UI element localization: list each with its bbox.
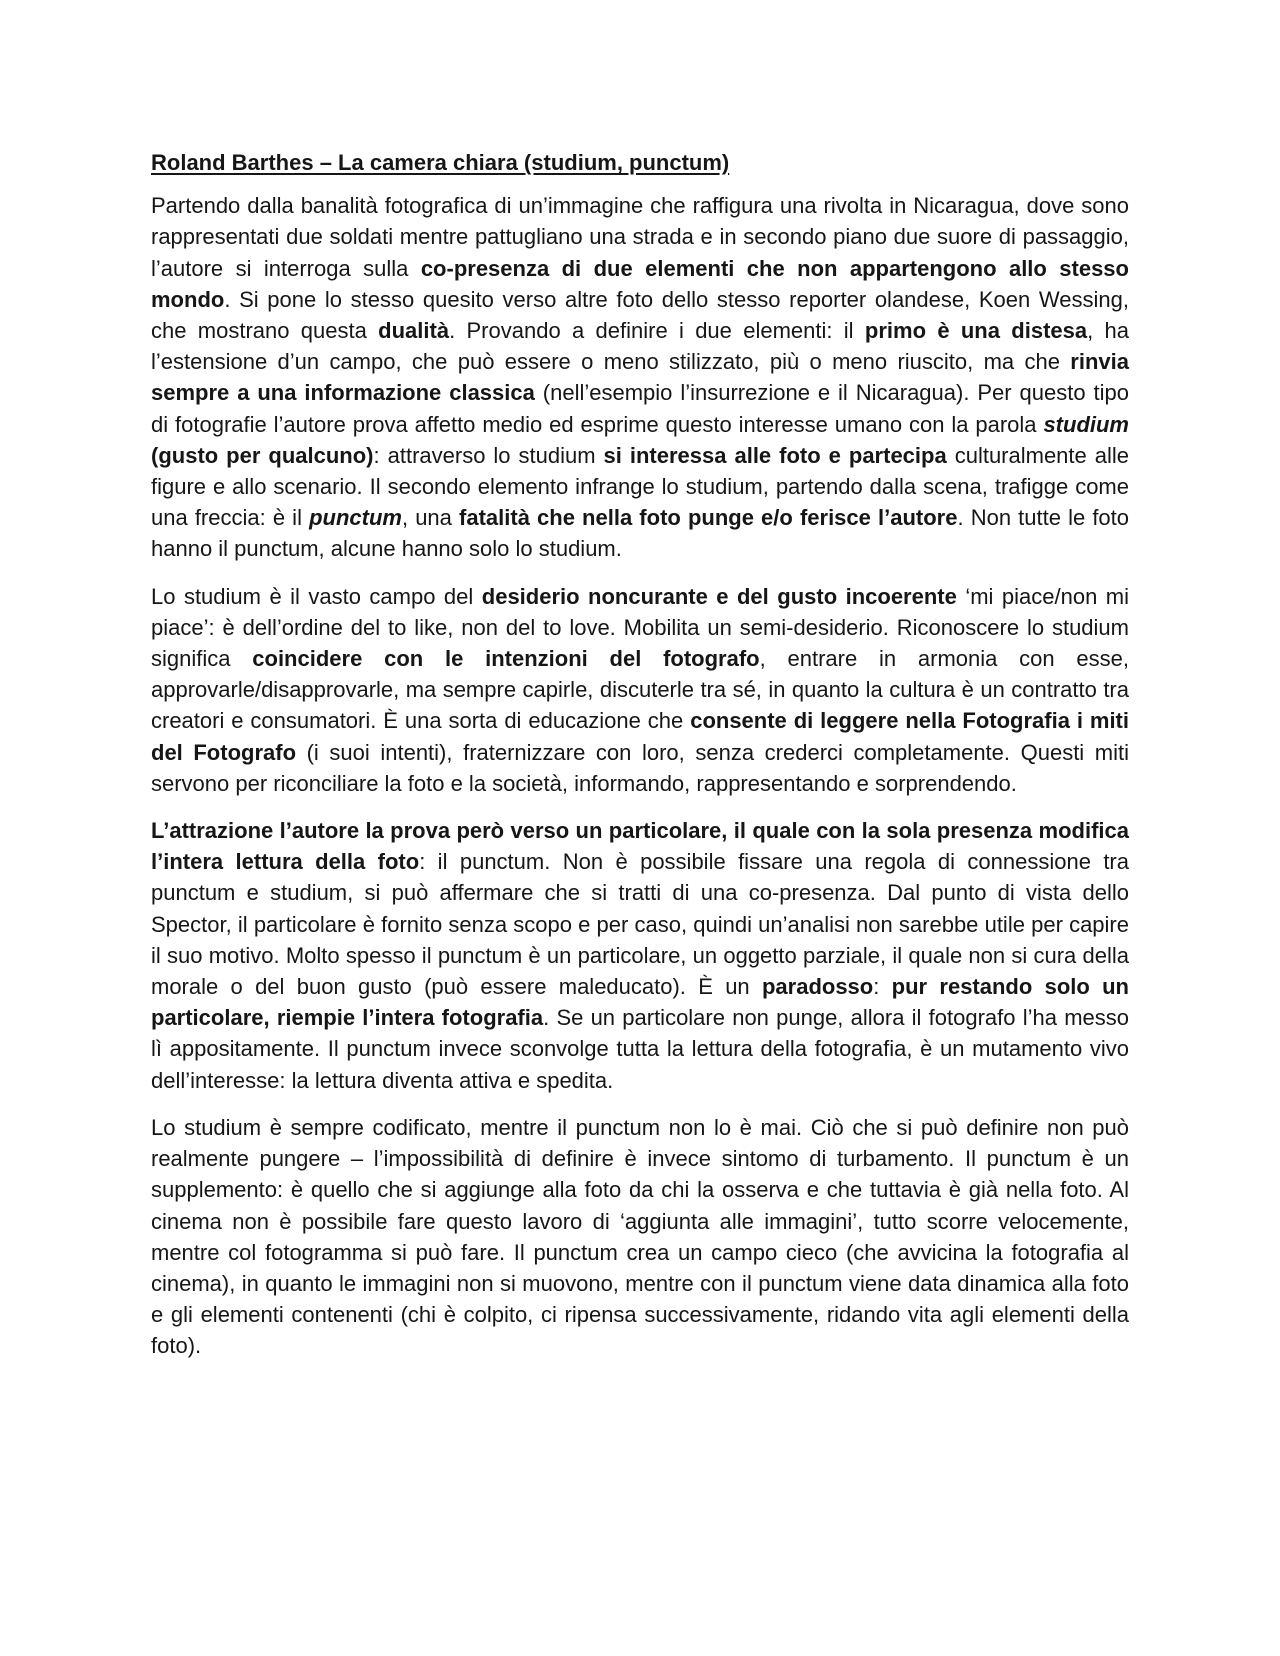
bold-run: dualità [378,318,450,344]
bold-run: studium [1043,411,1129,437]
text-run: . Provando a definire i due elementi: il [449,318,865,344]
text-run: , una [401,505,460,531]
text-run: Lo studium è sempre codificato, mentre il punctum non lo è mai. Ciò che si può definire non può realmente pungere – l’impossibilità di definire è invece sintomo di turbamento. Il punctum è un supplemento: è quello che si aggiunge alla foto da chi la osserva e che tuttavia è già nella foto. Al cinema non è possibile fare questo lavoro di ‘aggiunta alle immagini’, tutto scorre velocemente, mentre col fotogramma si può fare. Il punctum crea un campo cieco (che avvicina la fotografia al cinema), in quanto le immagini non si muovono, mentre con il punctum viene data dinamica alla foto e gli elementi contenenti (chi è colpito, ci ripensa successivamente, ridando vita agli elementi della foto). [151,1114,1129,1359]
bold-run: si interessa alle foto e partecipa [603,442,947,468]
text-run: . Non tutte le foto hanno il punctum, alcune hanno solo lo studium. [151,505,1130,562]
bold-run: co-presenza di due elementi che non appartengono allo stesso mondo [151,255,1129,312]
text-run: (nell’esempio l’insurrezione e il Nicaragua). Per questo tipo di fotografie l’autore prova affetto medio ed esprime questo interesse umano con la parola [151,380,1129,437]
bold-run: rinvia sempre a una informazione classica [151,349,1129,406]
text-run: (i suoi intenti), fraternizzare con loro, senza crederci completamente. Questi miti servono per riconciliare la foto e la società, informando, rappresentando e sorprendendo. [151,739,1129,796]
paragraph-4 [151,1112,1129,1362]
bold-run: punctum [309,505,402,531]
paragraph-3 [151,815,1129,1096]
bold-run: desiderio noncurante e del gusto incoerente [481,583,957,609]
bold-run: L’attrazione l’autore la prova però verso un particolare, il quale con la sola presenza modifica l’intera lettura della foto [151,818,1129,875]
text-run: Lo studium è il vasto campo del [151,583,482,609]
text-run: , ha l’estensione d’un campo, che può essere o meno stilizzato, più o meno riuscito, ma che [151,318,1130,375]
text-run: . Se un particolare non punge, allora il fotografo l’ha messo lì appositamente. Il punctum invece sconvolge tutta la lettura della fotografia, è un mutamento vivo dell’interesse: la lettura diventa attiva e spedita. [151,1005,1129,1093]
document-page [151,147,1129,1378]
text-run: : attraverso lo studium [373,442,604,468]
bold-run: fatalità che nella foto punge e/o ferisce l’autore [459,505,958,531]
bold-run: (gusto per qualcuno) [151,442,374,468]
bold-run: pur restando solo un particolare, riempie l’intera fotografia [151,974,1129,1031]
bold-run: paradosso [761,974,874,1000]
document-body [151,190,1129,1361]
text-run: : il punctum. Non è possibile fissare una regola di connessione tra punctum e studium, si può affermare che si tratti di una co-presenza. Dal punto di vista dello Spector, il particolare è fornito senza scopo e per caso, quindi un’analisi non sarebbe utile per capire il suo motivo. Molto spesso il punctum è un particolare, un oggetto parziale, il quale non si cura della morale o del buon gusto (può essere maleducato). È un [151,849,1129,1000]
text-run: , entrare in armonia con esse, approvarle/disapprovarle, ma sempre capirle, discuterle tra sé, in quanto la cultura è un contratto tra creatori e consumatori. È una sorta di educazione che [151,646,1129,734]
text-run: . Si pone lo stesso quesito verso altre foto dello stesso reporter olandese, Koen Wessing, che mostrano questa [151,286,1129,344]
bold-run: primo è una distesa [864,318,1088,344]
paragraph-2 [151,581,1129,799]
bold-run: coincidere con le intenzioni del fotografo [252,646,760,672]
bold-run: consente di leggere nella Fotografia i miti del Fotografo [151,708,1129,765]
paragraph-1 [151,190,1129,564]
text-run: culturalmente alle figure e allo scenario. Il secondo elemento infrange lo studium, partendo dalla scena, trafigge come una freccia: è il [151,442,1129,531]
document-title: Roland Barthes – La camera chiara (studium, punctum) [151,150,730,175]
text-run: : [873,974,892,1000]
text-run: ‘mi piace/non mi piace’: è dell’ordine del to like, non del to love. Mobilita un semi-desiderio. Riconoscere lo studium significa [151,583,1129,672]
text-run: Partendo dalla banalità fotografica di un’immagine che raffigura una rivolta in Nicaragua, dove sono rappresentati due soldati mentre pattugliano una strada e in secondo piano due suore di passaggio, l’autore si interroga sulla [151,193,1129,281]
